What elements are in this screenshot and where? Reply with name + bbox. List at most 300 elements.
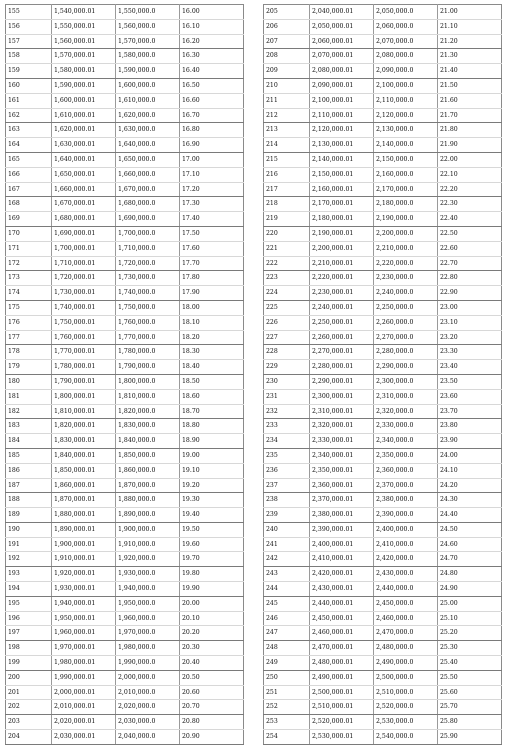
range-from-cell: 2,300,000.01 (310, 389, 374, 404)
range-from-cell: 1,780,000.01 (52, 360, 116, 375)
range-from-cell: 2,100,000.01 (310, 93, 374, 108)
range-from-cell: 2,220,000.01 (310, 271, 374, 286)
rate-cell: 25.10 (438, 611, 502, 626)
row-number-cell: 200 (6, 670, 52, 685)
range-to-cell: 2,450,000.0 (374, 596, 438, 611)
table-row (264, 241, 502, 256)
range-to-cell: 1,820,000.0 (116, 404, 180, 419)
row-number-cell: 213 (264, 123, 310, 138)
table-row (6, 552, 244, 567)
rate-cell: 17.60 (180, 241, 244, 256)
table-row (6, 463, 244, 478)
range-from-cell: 2,030,000.01 (52, 730, 116, 745)
range-from-cell: 1,710,000.01 (52, 256, 116, 271)
range-from-cell: 2,410,000.01 (310, 552, 374, 567)
range-from-cell: 2,480,000.01 (310, 656, 374, 671)
rate-cell: 23.30 (438, 345, 502, 360)
range-from-cell: 1,540,000.01 (52, 5, 116, 20)
range-from-cell: 2,110,000.01 (310, 108, 374, 123)
table-row (6, 611, 244, 626)
range-to-cell: 2,020,000.0 (116, 700, 180, 715)
row-number-cell: 222 (264, 256, 310, 271)
rate-cell: 24.20 (438, 478, 502, 493)
row-number-cell: 231 (264, 389, 310, 404)
rate-cell: 19.20 (180, 478, 244, 493)
table-row (264, 700, 502, 715)
range-to-cell: 2,060,000.0 (374, 19, 438, 34)
range-to-cell: 2,540,000.0 (374, 730, 438, 745)
table-row (264, 300, 502, 315)
rate-cell: 18.50 (180, 374, 244, 389)
table-row (264, 685, 502, 700)
range-to-cell: 2,400,000.0 (374, 522, 438, 537)
row-number-cell: 184 (6, 434, 52, 449)
table-row (6, 641, 244, 656)
rate-cell: 19.70 (180, 552, 244, 567)
table-row (6, 522, 244, 537)
rate-cell: 25.20 (438, 626, 502, 641)
table-row (264, 34, 502, 49)
table-row (264, 226, 502, 241)
range-to-cell: 2,000,000.0 (116, 670, 180, 685)
rate-cell: 24.30 (438, 493, 502, 508)
row-number-cell: 225 (264, 300, 310, 315)
rate-cell: 16.90 (180, 138, 244, 153)
row-number-cell: 191 (6, 537, 52, 552)
row-number-cell: 249 (264, 656, 310, 671)
table-row (264, 419, 502, 434)
rate-cell: 19.40 (180, 508, 244, 523)
range-from-cell: 2,380,000.01 (310, 508, 374, 523)
range-from-cell: 2,020,000.01 (52, 715, 116, 730)
rate-cell: 19.80 (180, 567, 244, 582)
rate-cell: 23.20 (438, 330, 502, 345)
range-to-cell: 1,860,000.0 (116, 463, 180, 478)
range-from-cell: 2,250,000.01 (310, 315, 374, 330)
range-from-cell: 2,120,000.01 (310, 123, 374, 138)
row-number-cell: 206 (264, 19, 310, 34)
rate-table (5, 4, 244, 745)
rate-cell: 20.60 (180, 685, 244, 700)
table-row (264, 537, 502, 552)
rate-cell: 25.40 (438, 656, 502, 671)
row-number-cell: 253 (264, 715, 310, 730)
range-to-cell: 2,390,000.0 (374, 508, 438, 523)
rate-cell: 21.30 (438, 49, 502, 64)
row-number-cell: 164 (6, 138, 52, 153)
range-from-cell: 2,070,000.01 (310, 49, 374, 64)
rate-cell: 22.10 (438, 167, 502, 182)
table-row (6, 626, 244, 641)
range-to-cell: 1,550,000.0 (116, 5, 180, 20)
rate-cell: 25.60 (438, 685, 502, 700)
rate-cell: 22.50 (438, 226, 502, 241)
range-from-cell: 2,360,000.01 (310, 478, 374, 493)
range-to-cell: 2,530,000.0 (374, 715, 438, 730)
range-from-cell: 2,180,000.01 (310, 212, 374, 227)
row-number-cell: 157 (6, 34, 52, 49)
range-to-cell: 1,700,000.0 (116, 226, 180, 241)
table-row (6, 300, 244, 315)
table-row (6, 508, 244, 523)
table-row (6, 5, 244, 20)
table-row (6, 241, 244, 256)
table-row (6, 271, 244, 286)
table-row (264, 626, 502, 641)
rate-cell: 25.90 (438, 730, 502, 745)
range-to-cell: 1,770,000.0 (116, 330, 180, 345)
range-from-cell: 2,510,000.01 (310, 700, 374, 715)
range-from-cell: 1,870,000.01 (52, 493, 116, 508)
range-to-cell: 2,230,000.0 (374, 271, 438, 286)
rate-table (263, 4, 502, 745)
rate-cell: 18.10 (180, 315, 244, 330)
range-to-cell: 1,900,000.0 (116, 522, 180, 537)
rate-cell: 21.10 (438, 19, 502, 34)
row-number-cell: 192 (6, 552, 52, 567)
table-row (6, 478, 244, 493)
range-from-cell: 1,770,000.01 (52, 345, 116, 360)
table-row (6, 582, 244, 597)
range-to-cell: 1,930,000.0 (116, 567, 180, 582)
range-from-cell: 2,330,000.01 (310, 434, 374, 449)
range-to-cell: 2,050,000.0 (374, 5, 438, 20)
range-to-cell: 2,090,000.0 (374, 64, 438, 79)
row-number-cell: 246 (264, 611, 310, 626)
table-row (264, 582, 502, 597)
range-to-cell: 1,670,000.0 (116, 182, 180, 197)
row-number-cell: 182 (6, 404, 52, 419)
row-number-cell: 237 (264, 478, 310, 493)
range-to-cell: 1,660,000.0 (116, 167, 180, 182)
row-number-cell: 254 (264, 730, 310, 745)
rate-cell: 21.80 (438, 123, 502, 138)
rate-cell: 25.30 (438, 641, 502, 656)
rate-cell: 22.40 (438, 212, 502, 227)
row-number-cell: 194 (6, 582, 52, 597)
range-from-cell: 1,760,000.01 (52, 330, 116, 345)
range-to-cell: 1,710,000.0 (116, 241, 180, 256)
rate-cell: 19.60 (180, 537, 244, 552)
table-row (264, 360, 502, 375)
row-number-cell: 226 (264, 315, 310, 330)
range-from-cell: 1,910,000.01 (52, 552, 116, 567)
table-row (6, 434, 244, 449)
row-number-cell: 239 (264, 508, 310, 523)
rate-cell: 22.60 (438, 241, 502, 256)
rate-cell: 21.70 (438, 108, 502, 123)
range-to-cell: 2,340,000.0 (374, 434, 438, 449)
range-to-cell: 1,830,000.0 (116, 419, 180, 434)
table-row (264, 478, 502, 493)
table-row (264, 315, 502, 330)
range-from-cell: 1,700,000.01 (52, 241, 116, 256)
range-from-cell: 2,170,000.01 (310, 197, 374, 212)
range-to-cell: 2,280,000.0 (374, 345, 438, 360)
range-from-cell: 1,860,000.01 (52, 478, 116, 493)
range-from-cell: 2,130,000.01 (310, 138, 374, 153)
table-row (6, 152, 244, 167)
range-to-cell: 2,290,000.0 (374, 360, 438, 375)
range-to-cell: 2,470,000.0 (374, 626, 438, 641)
row-number-cell: 236 (264, 463, 310, 478)
rate-cell: 18.70 (180, 404, 244, 419)
rate-cell: 17.20 (180, 182, 244, 197)
range-to-cell: 2,440,000.0 (374, 582, 438, 597)
table-row (264, 167, 502, 182)
row-number-cell: 197 (6, 626, 52, 641)
row-number-cell: 207 (264, 34, 310, 49)
range-from-cell: 1,790,000.01 (52, 374, 116, 389)
rate-cell: 16.70 (180, 108, 244, 123)
rate-cell: 24.00 (438, 448, 502, 463)
rate-cell: 22.00 (438, 152, 502, 167)
table-row (264, 138, 502, 153)
range-from-cell: 2,490,000.01 (310, 670, 374, 685)
table-row (264, 389, 502, 404)
row-number-cell: 174 (6, 286, 52, 301)
row-number-cell: 183 (6, 419, 52, 434)
range-to-cell: 2,040,000.0 (116, 730, 180, 745)
rate-cell: 23.00 (438, 300, 502, 315)
table-row (264, 49, 502, 64)
range-to-cell: 2,510,000.0 (374, 685, 438, 700)
rate-cell: 23.10 (438, 315, 502, 330)
rate-cell: 16.30 (180, 49, 244, 64)
row-number-cell: 172 (6, 256, 52, 271)
rate-cell: 21.20 (438, 34, 502, 49)
rate-cell: 17.30 (180, 197, 244, 212)
range-from-cell: 1,630,000.01 (52, 138, 116, 153)
range-from-cell: 1,990,000.01 (52, 670, 116, 685)
table-row (264, 522, 502, 537)
row-number-cell: 224 (264, 286, 310, 301)
range-from-cell: 2,460,000.01 (310, 626, 374, 641)
range-from-cell: 2,200,000.01 (310, 241, 374, 256)
range-to-cell: 2,120,000.0 (374, 108, 438, 123)
table-row (264, 374, 502, 389)
row-number-cell: 243 (264, 567, 310, 582)
row-number-cell: 218 (264, 197, 310, 212)
rate-cell: 21.40 (438, 64, 502, 79)
row-number-cell: 235 (264, 448, 310, 463)
rate-cell: 23.80 (438, 419, 502, 434)
row-number-cell: 193 (6, 567, 52, 582)
range-from-cell: 1,720,000.01 (52, 271, 116, 286)
range-from-cell: 1,600,000.01 (52, 93, 116, 108)
row-number-cell: 160 (6, 78, 52, 93)
range-from-cell: 1,570,000.01 (52, 49, 116, 64)
row-number-cell: 217 (264, 182, 310, 197)
range-to-cell: 2,010,000.0 (116, 685, 180, 700)
table-row (6, 670, 244, 685)
range-to-cell: 2,310,000.0 (374, 389, 438, 404)
table-row (6, 286, 244, 301)
range-to-cell: 1,840,000.0 (116, 434, 180, 449)
row-number-cell: 177 (6, 330, 52, 345)
table-row (6, 226, 244, 241)
range-from-cell: 1,830,000.01 (52, 434, 116, 449)
range-from-cell: 2,280,000.01 (310, 360, 374, 375)
row-number-cell: 250 (264, 670, 310, 685)
row-number-cell: 202 (6, 700, 52, 715)
rate-cell: 21.00 (438, 5, 502, 20)
range-from-cell: 2,530,000.01 (310, 730, 374, 745)
table-row (6, 315, 244, 330)
range-to-cell: 1,910,000.0 (116, 537, 180, 552)
range-from-cell: 1,820,000.01 (52, 419, 116, 434)
range-from-cell: 1,690,000.01 (52, 226, 116, 241)
row-number-cell: 190 (6, 522, 52, 537)
row-number-cell: 196 (6, 611, 52, 626)
rate-cell: 17.80 (180, 271, 244, 286)
table-row (264, 448, 502, 463)
row-number-cell: 203 (6, 715, 52, 730)
rate-cell: 24.70 (438, 552, 502, 567)
range-to-cell: 1,990,000.0 (116, 656, 180, 671)
row-number-cell: 186 (6, 463, 52, 478)
table-row (264, 656, 502, 671)
row-number-cell: 161 (6, 93, 52, 108)
range-from-cell: 1,730,000.01 (52, 286, 116, 301)
table-row (264, 256, 502, 271)
table-row (264, 108, 502, 123)
rate-cell: 22.80 (438, 271, 502, 286)
table-row (264, 212, 502, 227)
range-to-cell: 2,100,000.0 (374, 78, 438, 93)
range-to-cell: 1,620,000.0 (116, 108, 180, 123)
range-from-cell: 1,900,000.01 (52, 537, 116, 552)
range-to-cell: 1,950,000.0 (116, 596, 180, 611)
range-to-cell: 1,730,000.0 (116, 271, 180, 286)
range-from-cell: 1,740,000.01 (52, 300, 116, 315)
table-row (264, 641, 502, 656)
row-number-cell: 163 (6, 123, 52, 138)
table-row (6, 360, 244, 375)
range-from-cell: 2,000,000.01 (52, 685, 116, 700)
range-from-cell: 1,650,000.01 (52, 167, 116, 182)
table-row (264, 611, 502, 626)
rate-cell: 21.90 (438, 138, 502, 153)
range-to-cell: 2,370,000.0 (374, 478, 438, 493)
rate-table-left (5, 4, 243, 745)
table-row (264, 404, 502, 419)
table-row (6, 197, 244, 212)
range-from-cell: 1,590,000.01 (52, 78, 116, 93)
row-number-cell: 230 (264, 374, 310, 389)
table-row (6, 700, 244, 715)
range-from-cell: 1,880,000.01 (52, 508, 116, 523)
row-number-cell: 201 (6, 685, 52, 700)
range-from-cell: 1,840,000.01 (52, 448, 116, 463)
range-from-cell: 2,150,000.01 (310, 167, 374, 182)
row-number-cell: 215 (264, 152, 310, 167)
rate-cell: 16.40 (180, 64, 244, 79)
row-number-cell: 180 (6, 374, 52, 389)
range-to-cell: 2,350,000.0 (374, 448, 438, 463)
range-to-cell: 1,590,000.0 (116, 64, 180, 79)
range-from-cell: 2,350,000.01 (310, 463, 374, 478)
range-to-cell: 2,250,000.0 (374, 300, 438, 315)
table-row (6, 537, 244, 552)
rate-cell: 20.50 (180, 670, 244, 685)
table-row (6, 167, 244, 182)
table-row (6, 256, 244, 271)
range-to-cell: 2,110,000.0 (374, 93, 438, 108)
table-row (6, 108, 244, 123)
range-from-cell: 2,050,000.01 (310, 19, 374, 34)
row-number-cell: 229 (264, 360, 310, 375)
rate-cell: 23.90 (438, 434, 502, 449)
row-number-cell: 173 (6, 271, 52, 286)
range-to-cell: 2,490,000.0 (374, 656, 438, 671)
row-number-cell: 176 (6, 315, 52, 330)
table-row (264, 670, 502, 685)
range-from-cell: 1,550,000.01 (52, 19, 116, 34)
range-from-cell: 2,230,000.01 (310, 286, 374, 301)
range-to-cell: 2,130,000.0 (374, 123, 438, 138)
rate-cell: 16.10 (180, 19, 244, 34)
row-number-cell: 155 (6, 5, 52, 20)
row-number-cell: 156 (6, 19, 52, 34)
table-row (264, 596, 502, 611)
range-from-cell: 1,670,000.01 (52, 197, 116, 212)
rate-cell: 24.90 (438, 582, 502, 597)
table-row (6, 64, 244, 79)
row-number-cell: 227 (264, 330, 310, 345)
range-to-cell: 1,880,000.0 (116, 493, 180, 508)
range-to-cell: 2,210,000.0 (374, 241, 438, 256)
row-number-cell: 167 (6, 182, 52, 197)
table-row (6, 345, 244, 360)
range-to-cell: 2,030,000.0 (116, 715, 180, 730)
table-row (264, 330, 502, 345)
range-to-cell: 2,410,000.0 (374, 537, 438, 552)
table-row (264, 434, 502, 449)
range-to-cell: 2,460,000.0 (374, 611, 438, 626)
row-number-cell: 159 (6, 64, 52, 79)
row-number-cell: 251 (264, 685, 310, 700)
range-from-cell: 1,620,000.01 (52, 123, 116, 138)
range-to-cell: 1,720,000.0 (116, 256, 180, 271)
row-number-cell: 220 (264, 226, 310, 241)
rate-cell: 17.90 (180, 286, 244, 301)
table-row (6, 596, 244, 611)
rate-cell: 19.50 (180, 522, 244, 537)
range-to-cell: 2,270,000.0 (374, 330, 438, 345)
rate-cell: 17.40 (180, 212, 244, 227)
table-row (6, 19, 244, 34)
table-row (6, 182, 244, 197)
table-row (264, 64, 502, 79)
row-number-cell: 238 (264, 493, 310, 508)
row-number-cell: 171 (6, 241, 52, 256)
rate-cell: 20.10 (180, 611, 244, 626)
rate-cell: 17.70 (180, 256, 244, 271)
row-number-cell: 179 (6, 360, 52, 375)
rate-cell: 25.80 (438, 715, 502, 730)
table-row (264, 286, 502, 301)
range-from-cell: 2,240,000.01 (310, 300, 374, 315)
rate-cell: 19.10 (180, 463, 244, 478)
row-number-cell: 199 (6, 656, 52, 671)
rate-cell: 19.30 (180, 493, 244, 508)
row-number-cell: 195 (6, 596, 52, 611)
table-row (6, 49, 244, 64)
range-from-cell: 1,610,000.01 (52, 108, 116, 123)
range-to-cell: 1,750,000.0 (116, 300, 180, 315)
table-row (6, 212, 244, 227)
